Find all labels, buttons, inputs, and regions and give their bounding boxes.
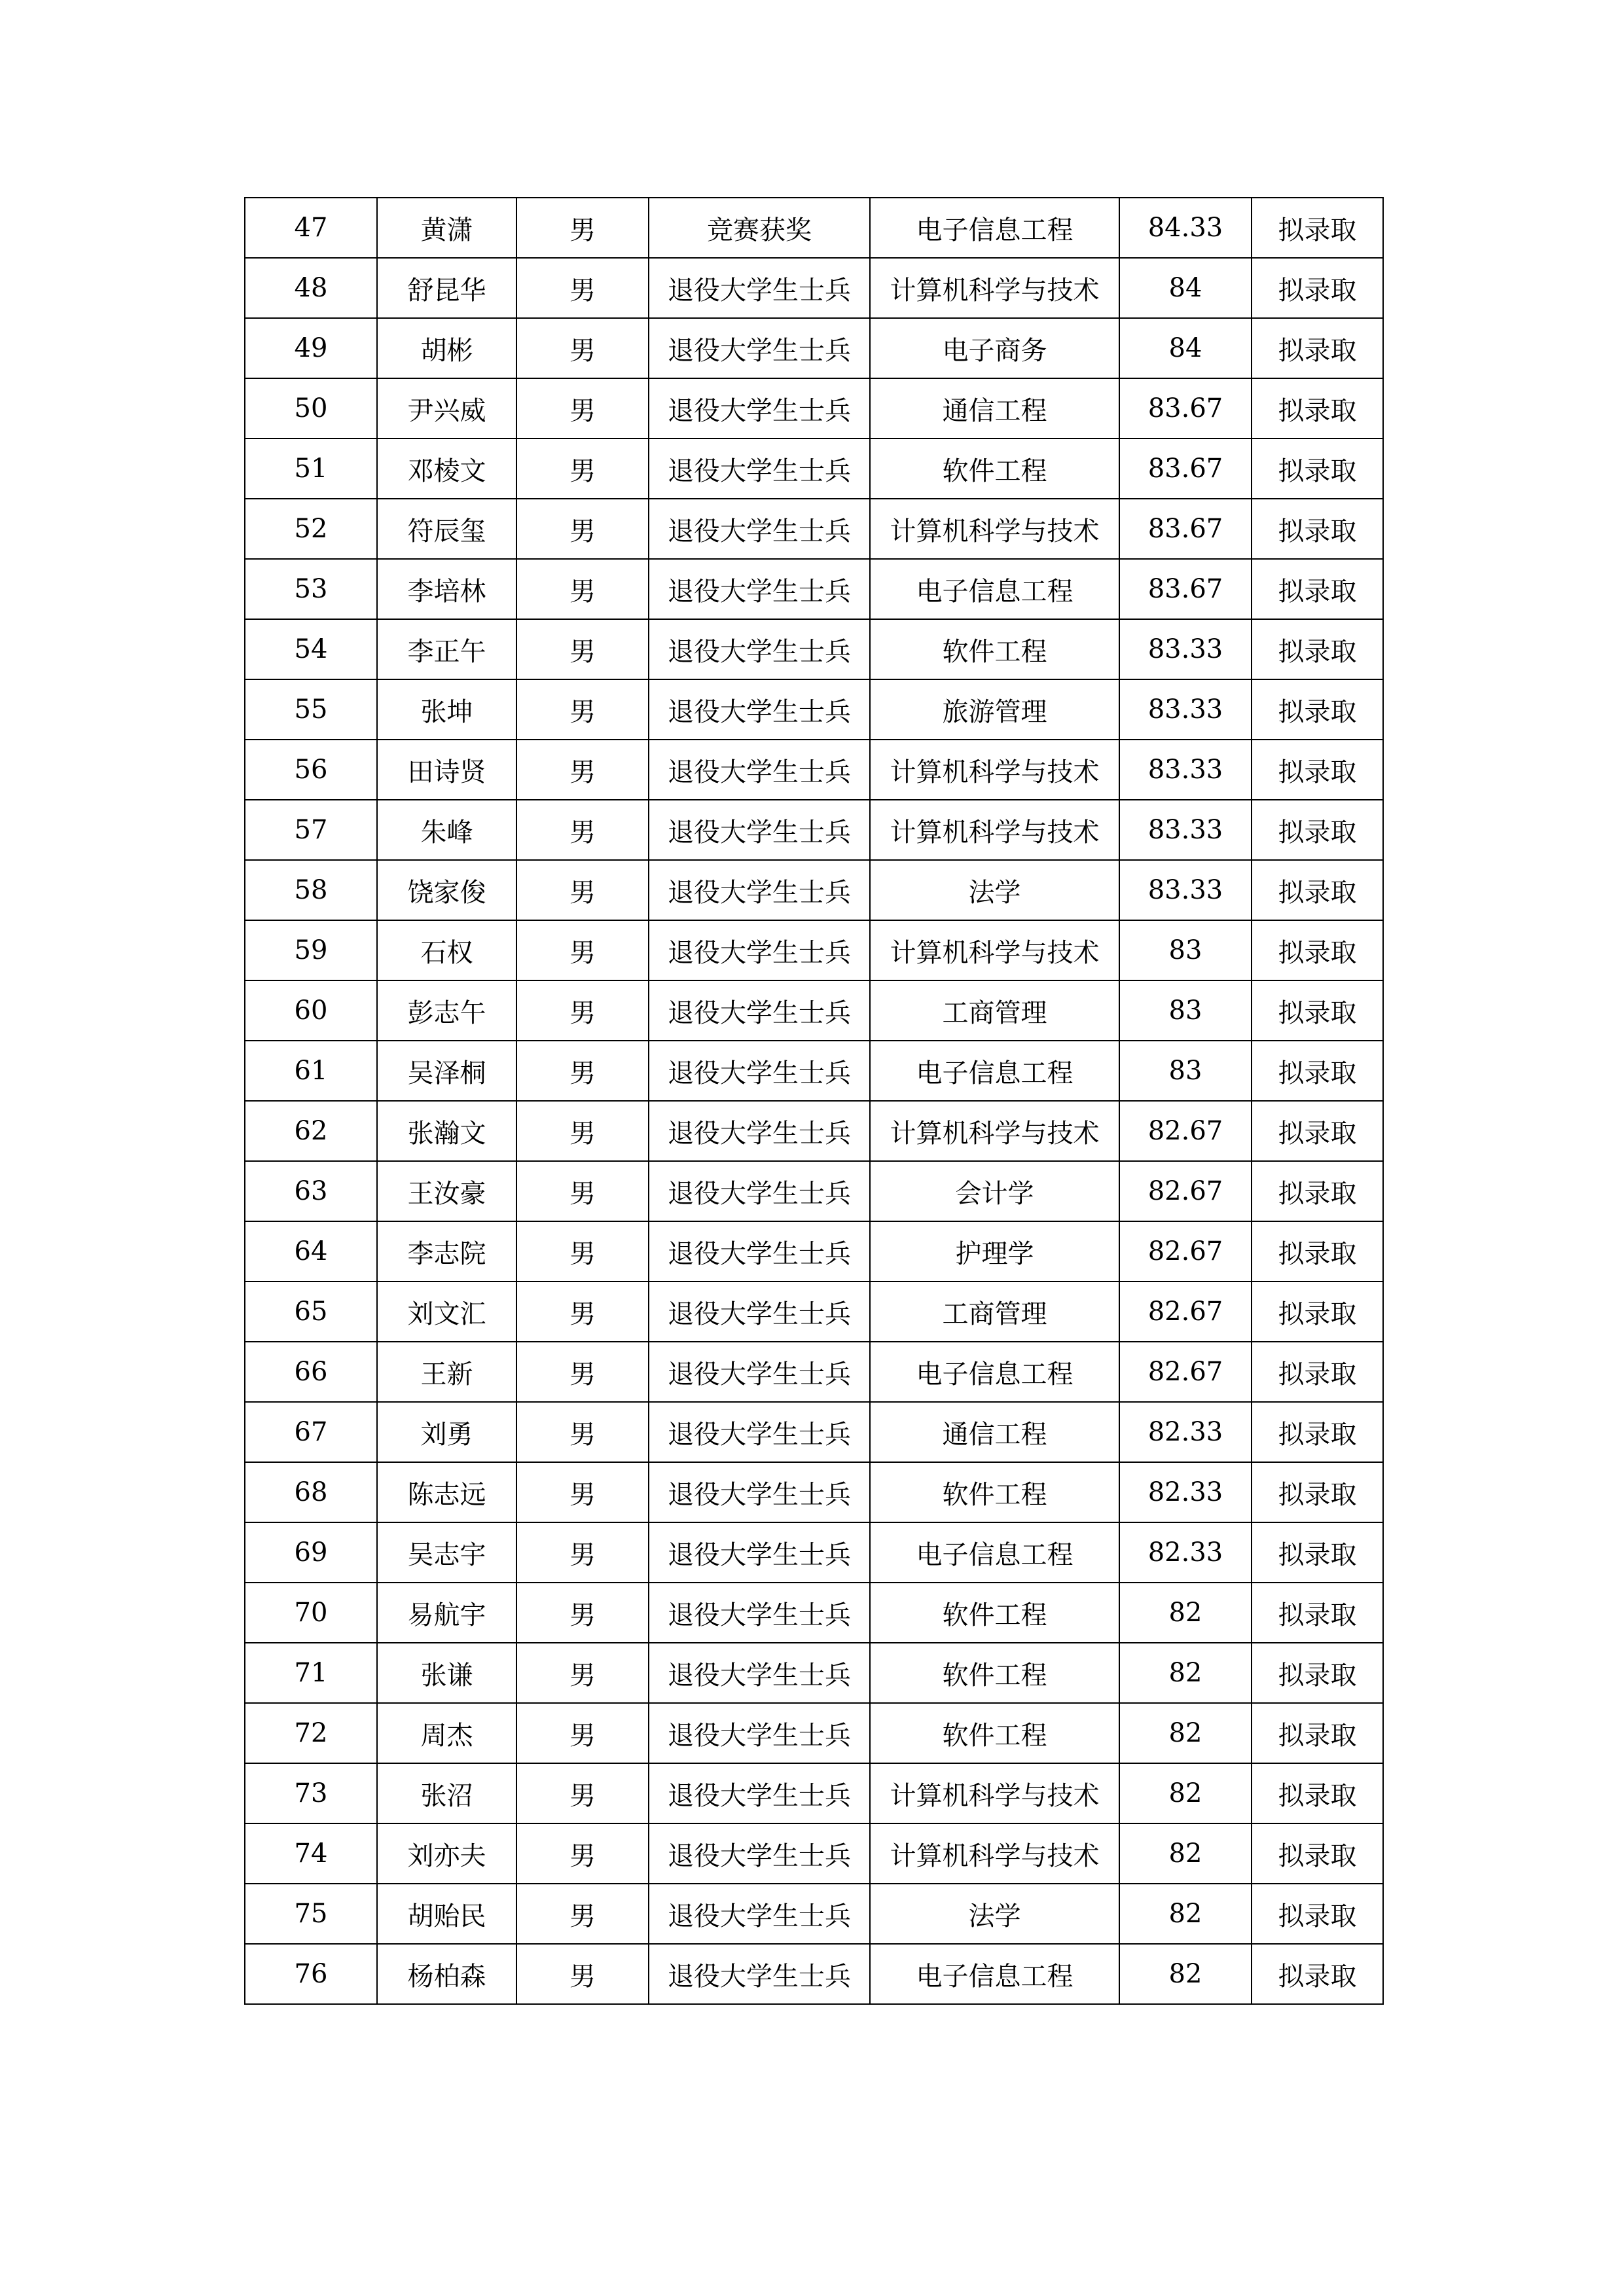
gender-cell: 男 <box>516 378 649 439</box>
score-cell: 82.67 <box>1119 1101 1252 1161</box>
admission-result-cell: 拟录取 <box>1252 800 1383 860</box>
row-number-cell: 75 <box>245 1884 377 1944</box>
table-row <box>245 1221 1383 1282</box>
table-row <box>245 1763 1383 1823</box>
major-cell: 电子信息工程 <box>870 1522 1119 1583</box>
admission-result-cell: 拟录取 <box>1252 679 1383 740</box>
table-row <box>245 1643 1383 1703</box>
admission-category-cell: 退役大学生士兵 <box>649 1221 870 1282</box>
admission-result-cell: 拟录取 <box>1252 378 1383 439</box>
row-number-cell: 56 <box>245 740 377 800</box>
name-cell: 彭志午 <box>377 980 516 1041</box>
name-cell: 刘勇 <box>377 1402 516 1462</box>
table-row <box>245 920 1383 980</box>
admission-result-cell: 拟录取 <box>1252 1041 1383 1101</box>
table-row <box>245 318 1383 378</box>
gender-cell: 男 <box>516 1944 649 2004</box>
major-cell: 软件工程 <box>870 1462 1119 1522</box>
table-row <box>245 1944 1383 2004</box>
admission-result-cell: 拟录取 <box>1252 1462 1383 1522</box>
name-cell: 李正午 <box>377 619 516 679</box>
admission-result-cell: 拟录取 <box>1252 619 1383 679</box>
major-cell: 电子信息工程 <box>870 559 1119 619</box>
name-cell: 田诗贤 <box>377 740 516 800</box>
major-cell: 工商管理 <box>870 980 1119 1041</box>
admission-result-cell: 拟录取 <box>1252 1643 1383 1703</box>
table-row <box>245 1101 1383 1161</box>
score-cell: 82 <box>1119 1944 1252 2004</box>
admission-category-cell: 退役大学生士兵 <box>649 1041 870 1101</box>
major-cell: 软件工程 <box>870 439 1119 499</box>
name-cell: 石权 <box>377 920 516 980</box>
score-cell: 83.33 <box>1119 740 1252 800</box>
admission-result-cell: 拟录取 <box>1252 1884 1383 1944</box>
name-cell: 刘文汇 <box>377 1282 516 1342</box>
major-cell: 电子信息工程 <box>870 1944 1119 2004</box>
admission-category-cell: 退役大学生士兵 <box>649 1462 870 1522</box>
admission-result-cell: 拟录取 <box>1252 198 1383 258</box>
row-number-cell: 63 <box>245 1161 377 1221</box>
gender-cell: 男 <box>516 1342 649 1402</box>
gender-cell: 男 <box>516 1703 649 1763</box>
table-row <box>245 740 1383 800</box>
major-cell: 软件工程 <box>870 1583 1119 1643</box>
admission-category-cell: 退役大学生士兵 <box>649 258 870 318</box>
name-cell: 张坤 <box>377 679 516 740</box>
score-cell: 82.67 <box>1119 1161 1252 1221</box>
score-cell: 82 <box>1119 1823 1252 1884</box>
name-cell: 胡彬 <box>377 318 516 378</box>
admission-category-cell: 退役大学生士兵 <box>649 1703 870 1763</box>
score-cell: 82.67 <box>1119 1282 1252 1342</box>
name-cell: 易航宇 <box>377 1583 516 1643</box>
major-cell: 工商管理 <box>870 1282 1119 1342</box>
gender-cell: 男 <box>516 1282 649 1342</box>
score-cell: 83.33 <box>1119 619 1252 679</box>
gender-cell: 男 <box>516 198 649 258</box>
admission-category-cell: 退役大学生士兵 <box>649 1643 870 1703</box>
table-row <box>245 619 1383 679</box>
score-cell: 84 <box>1119 258 1252 318</box>
score-cell: 83 <box>1119 980 1252 1041</box>
gender-cell: 男 <box>516 800 649 860</box>
score-cell: 82 <box>1119 1703 1252 1763</box>
table-row <box>245 1703 1383 1763</box>
admission-result-cell: 拟录取 <box>1252 1522 1383 1583</box>
admission-result-cell: 拟录取 <box>1252 1282 1383 1342</box>
gender-cell: 男 <box>516 1101 649 1161</box>
major-cell: 通信工程 <box>870 1402 1119 1462</box>
admission-category-cell: 退役大学生士兵 <box>649 378 870 439</box>
table-row <box>245 860 1383 920</box>
admission-result-cell: 拟录取 <box>1252 1101 1383 1161</box>
major-cell: 电子信息工程 <box>870 1041 1119 1101</box>
admission-result-cell: 拟录取 <box>1252 1161 1383 1221</box>
name-cell: 胡贻民 <box>377 1884 516 1944</box>
admission-category-cell: 退役大学生士兵 <box>649 740 870 800</box>
major-cell: 计算机科学与技术 <box>870 1823 1119 1884</box>
row-number-cell: 74 <box>245 1823 377 1884</box>
name-cell: 黄潇 <box>377 198 516 258</box>
admission-category-cell: 退役大学生士兵 <box>649 1522 870 1583</box>
table-row <box>245 980 1383 1041</box>
major-cell: 法学 <box>870 860 1119 920</box>
row-number-cell: 68 <box>245 1462 377 1522</box>
admission-category-cell: 退役大学生士兵 <box>649 439 870 499</box>
score-cell: 84.33 <box>1119 198 1252 258</box>
admission-result-cell: 拟录取 <box>1252 439 1383 499</box>
admission-category-cell: 退役大学生士兵 <box>649 1944 870 2004</box>
table-row <box>245 559 1383 619</box>
name-cell: 李志院 <box>377 1221 516 1282</box>
score-cell: 83.33 <box>1119 860 1252 920</box>
name-cell: 吴泽桐 <box>377 1041 516 1101</box>
row-number-cell: 49 <box>245 318 377 378</box>
row-number-cell: 73 <box>245 1763 377 1823</box>
row-number-cell: 59 <box>245 920 377 980</box>
major-cell: 法学 <box>870 1884 1119 1944</box>
admission-category-cell: 退役大学生士兵 <box>649 860 870 920</box>
gender-cell: 男 <box>516 1823 649 1884</box>
name-cell: 王汝豪 <box>377 1161 516 1221</box>
admission-result-cell: 拟录取 <box>1252 1703 1383 1763</box>
admission-result-cell: 拟录取 <box>1252 258 1383 318</box>
admission-category-cell: 退役大学生士兵 <box>649 1884 870 1944</box>
table-row <box>245 1823 1383 1884</box>
gender-cell: 男 <box>516 1763 649 1823</box>
admission-category-cell: 退役大学生士兵 <box>649 1101 870 1161</box>
gender-cell: 男 <box>516 980 649 1041</box>
gender-cell: 男 <box>516 1522 649 1583</box>
table-row <box>245 800 1383 860</box>
score-cell: 83.67 <box>1119 499 1252 559</box>
row-number-cell: 54 <box>245 619 377 679</box>
gender-cell: 男 <box>516 1462 649 1522</box>
score-cell: 83.67 <box>1119 559 1252 619</box>
name-cell: 杨柏森 <box>377 1944 516 2004</box>
name-cell: 邓棱文 <box>377 439 516 499</box>
name-cell: 张瀚文 <box>377 1101 516 1161</box>
major-cell: 通信工程 <box>870 378 1119 439</box>
admission-category-cell: 退役大学生士兵 <box>649 800 870 860</box>
table-row <box>245 1884 1383 1944</box>
admission-result-cell: 拟录取 <box>1252 1221 1383 1282</box>
admission-result-cell: 拟录取 <box>1252 1583 1383 1643</box>
name-cell: 符辰玺 <box>377 499 516 559</box>
score-cell: 84 <box>1119 318 1252 378</box>
row-number-cell: 60 <box>245 980 377 1041</box>
admission-category-cell: 退役大学生士兵 <box>649 1161 870 1221</box>
gender-cell: 男 <box>516 619 649 679</box>
row-number-cell: 58 <box>245 860 377 920</box>
row-number-cell: 52 <box>245 499 377 559</box>
table-row <box>245 1342 1383 1402</box>
admission-category-cell: 退役大学生士兵 <box>649 318 870 378</box>
score-cell: 83.67 <box>1119 378 1252 439</box>
major-cell: 计算机科学与技术 <box>870 1101 1119 1161</box>
gender-cell: 男 <box>516 1402 649 1462</box>
name-cell: 刘亦夫 <box>377 1823 516 1884</box>
admission-result-cell: 拟录取 <box>1252 1763 1383 1823</box>
row-number-cell: 64 <box>245 1221 377 1282</box>
major-cell: 软件工程 <box>870 1703 1119 1763</box>
gender-cell: 男 <box>516 439 649 499</box>
gender-cell: 男 <box>516 1221 649 1282</box>
gender-cell: 男 <box>516 318 649 378</box>
table-row <box>245 1522 1383 1583</box>
row-number-cell: 72 <box>245 1703 377 1763</box>
row-number-cell: 70 <box>245 1583 377 1643</box>
admission-category-cell: 退役大学生士兵 <box>649 980 870 1041</box>
admission-result-cell: 拟录取 <box>1252 1402 1383 1462</box>
row-number-cell: 71 <box>245 1643 377 1703</box>
name-cell: 饶家俊 <box>377 860 516 920</box>
admission-category-cell: 退役大学生士兵 <box>649 1342 870 1402</box>
name-cell: 尹兴威 <box>377 378 516 439</box>
admission-category-cell: 退役大学生士兵 <box>649 1402 870 1462</box>
major-cell: 计算机科学与技术 <box>870 740 1119 800</box>
table-row <box>245 1462 1383 1522</box>
score-cell: 82 <box>1119 1763 1252 1823</box>
admission-result-cell: 拟录取 <box>1252 1944 1383 2004</box>
admission-result-cell: 拟录取 <box>1252 318 1383 378</box>
score-cell: 83 <box>1119 920 1252 980</box>
score-cell: 82 <box>1119 1884 1252 1944</box>
major-cell: 护理学 <box>870 1221 1119 1282</box>
gender-cell: 男 <box>516 258 649 318</box>
gender-cell: 男 <box>516 920 649 980</box>
table-row <box>245 439 1383 499</box>
major-cell: 会计学 <box>870 1161 1119 1221</box>
admission-result-cell: 拟录取 <box>1252 559 1383 619</box>
admission-category-cell: 竞赛获奖 <box>649 198 870 258</box>
gender-cell: 男 <box>516 860 649 920</box>
row-number-cell: 69 <box>245 1522 377 1583</box>
row-number-cell: 55 <box>245 679 377 740</box>
admission-result-cell: 拟录取 <box>1252 860 1383 920</box>
row-number-cell: 67 <box>245 1402 377 1462</box>
major-cell: 软件工程 <box>870 1643 1119 1703</box>
name-cell: 吴志宇 <box>377 1522 516 1583</box>
table-body <box>245 198 1383 2004</box>
admission-category-cell: 退役大学生士兵 <box>649 920 870 980</box>
major-cell: 计算机科学与技术 <box>870 258 1119 318</box>
admission-result-cell: 拟录取 <box>1252 1342 1383 1402</box>
admission-category-cell: 退役大学生士兵 <box>649 619 870 679</box>
score-cell: 82.67 <box>1119 1221 1252 1282</box>
gender-cell: 男 <box>516 559 649 619</box>
admission-category-cell: 退役大学生士兵 <box>649 1763 870 1823</box>
score-cell: 82.33 <box>1119 1402 1252 1462</box>
gender-cell: 男 <box>516 1041 649 1101</box>
table-row <box>245 1161 1383 1221</box>
table-row <box>245 258 1383 318</box>
table-row <box>245 1583 1383 1643</box>
name-cell: 王新 <box>377 1342 516 1402</box>
score-cell: 83 <box>1119 1041 1252 1101</box>
row-number-cell: 66 <box>245 1342 377 1402</box>
major-cell: 电子信息工程 <box>870 198 1119 258</box>
gender-cell: 男 <box>516 499 649 559</box>
major-cell: 计算机科学与技术 <box>870 800 1119 860</box>
gender-cell: 男 <box>516 1161 649 1221</box>
major-cell: 电子商务 <box>870 318 1119 378</box>
row-number-cell: 47 <box>245 198 377 258</box>
score-cell: 83.33 <box>1119 800 1252 860</box>
name-cell: 朱峰 <box>377 800 516 860</box>
row-number-cell: 48 <box>245 258 377 318</box>
major-cell: 计算机科学与技术 <box>870 499 1119 559</box>
admission-category-cell: 退役大学生士兵 <box>649 679 870 740</box>
name-cell: 周杰 <box>377 1703 516 1763</box>
score-cell: 83.67 <box>1119 439 1252 499</box>
major-cell: 计算机科学与技术 <box>870 920 1119 980</box>
table-row <box>245 1402 1383 1462</box>
row-number-cell: 65 <box>245 1282 377 1342</box>
admission-category-cell: 退役大学生士兵 <box>649 1282 870 1342</box>
gender-cell: 男 <box>516 1583 649 1643</box>
row-number-cell: 53 <box>245 559 377 619</box>
row-number-cell: 76 <box>245 1944 377 2004</box>
score-cell: 82.33 <box>1119 1462 1252 1522</box>
row-number-cell: 57 <box>245 800 377 860</box>
gender-cell: 男 <box>516 1884 649 1944</box>
admission-result-cell: 拟录取 <box>1252 980 1383 1041</box>
table-row <box>245 378 1383 439</box>
admission-result-cell: 拟录取 <box>1252 1823 1383 1884</box>
major-cell: 计算机科学与技术 <box>870 1763 1119 1823</box>
admission-result-cell: 拟录取 <box>1252 920 1383 980</box>
table-row <box>245 499 1383 559</box>
name-cell: 舒昆华 <box>377 258 516 318</box>
score-cell: 82.67 <box>1119 1342 1252 1402</box>
name-cell: 陈志远 <box>377 1462 516 1522</box>
gender-cell: 男 <box>516 1643 649 1703</box>
admission-category-cell: 退役大学生士兵 <box>649 559 870 619</box>
gender-cell: 男 <box>516 740 649 800</box>
row-number-cell: 62 <box>245 1101 377 1161</box>
row-number-cell: 61 <box>245 1041 377 1101</box>
major-cell: 电子信息工程 <box>870 1342 1119 1402</box>
admission-category-cell: 退役大学生士兵 <box>649 499 870 559</box>
score-cell: 83.33 <box>1119 679 1252 740</box>
admission-category-cell: 退役大学生士兵 <box>649 1583 870 1643</box>
table-row <box>245 198 1383 258</box>
table-row <box>245 1041 1383 1101</box>
major-cell: 旅游管理 <box>870 679 1119 740</box>
admission-table <box>244 197 1384 2005</box>
table-row <box>245 679 1383 740</box>
gender-cell: 男 <box>516 679 649 740</box>
admission-category-cell: 退役大学生士兵 <box>649 1823 870 1884</box>
admission-result-cell: 拟录取 <box>1252 740 1383 800</box>
score-cell: 82.33 <box>1119 1522 1252 1583</box>
admission-result-cell: 拟录取 <box>1252 499 1383 559</box>
name-cell: 张沼 <box>377 1763 516 1823</box>
name-cell: 张谦 <box>377 1643 516 1703</box>
major-cell: 软件工程 <box>870 619 1119 679</box>
score-cell: 82 <box>1119 1583 1252 1643</box>
table-row <box>245 1282 1383 1342</box>
row-number-cell: 50 <box>245 378 377 439</box>
name-cell: 李培林 <box>377 559 516 619</box>
score-cell: 82 <box>1119 1643 1252 1703</box>
row-number-cell: 51 <box>245 439 377 499</box>
